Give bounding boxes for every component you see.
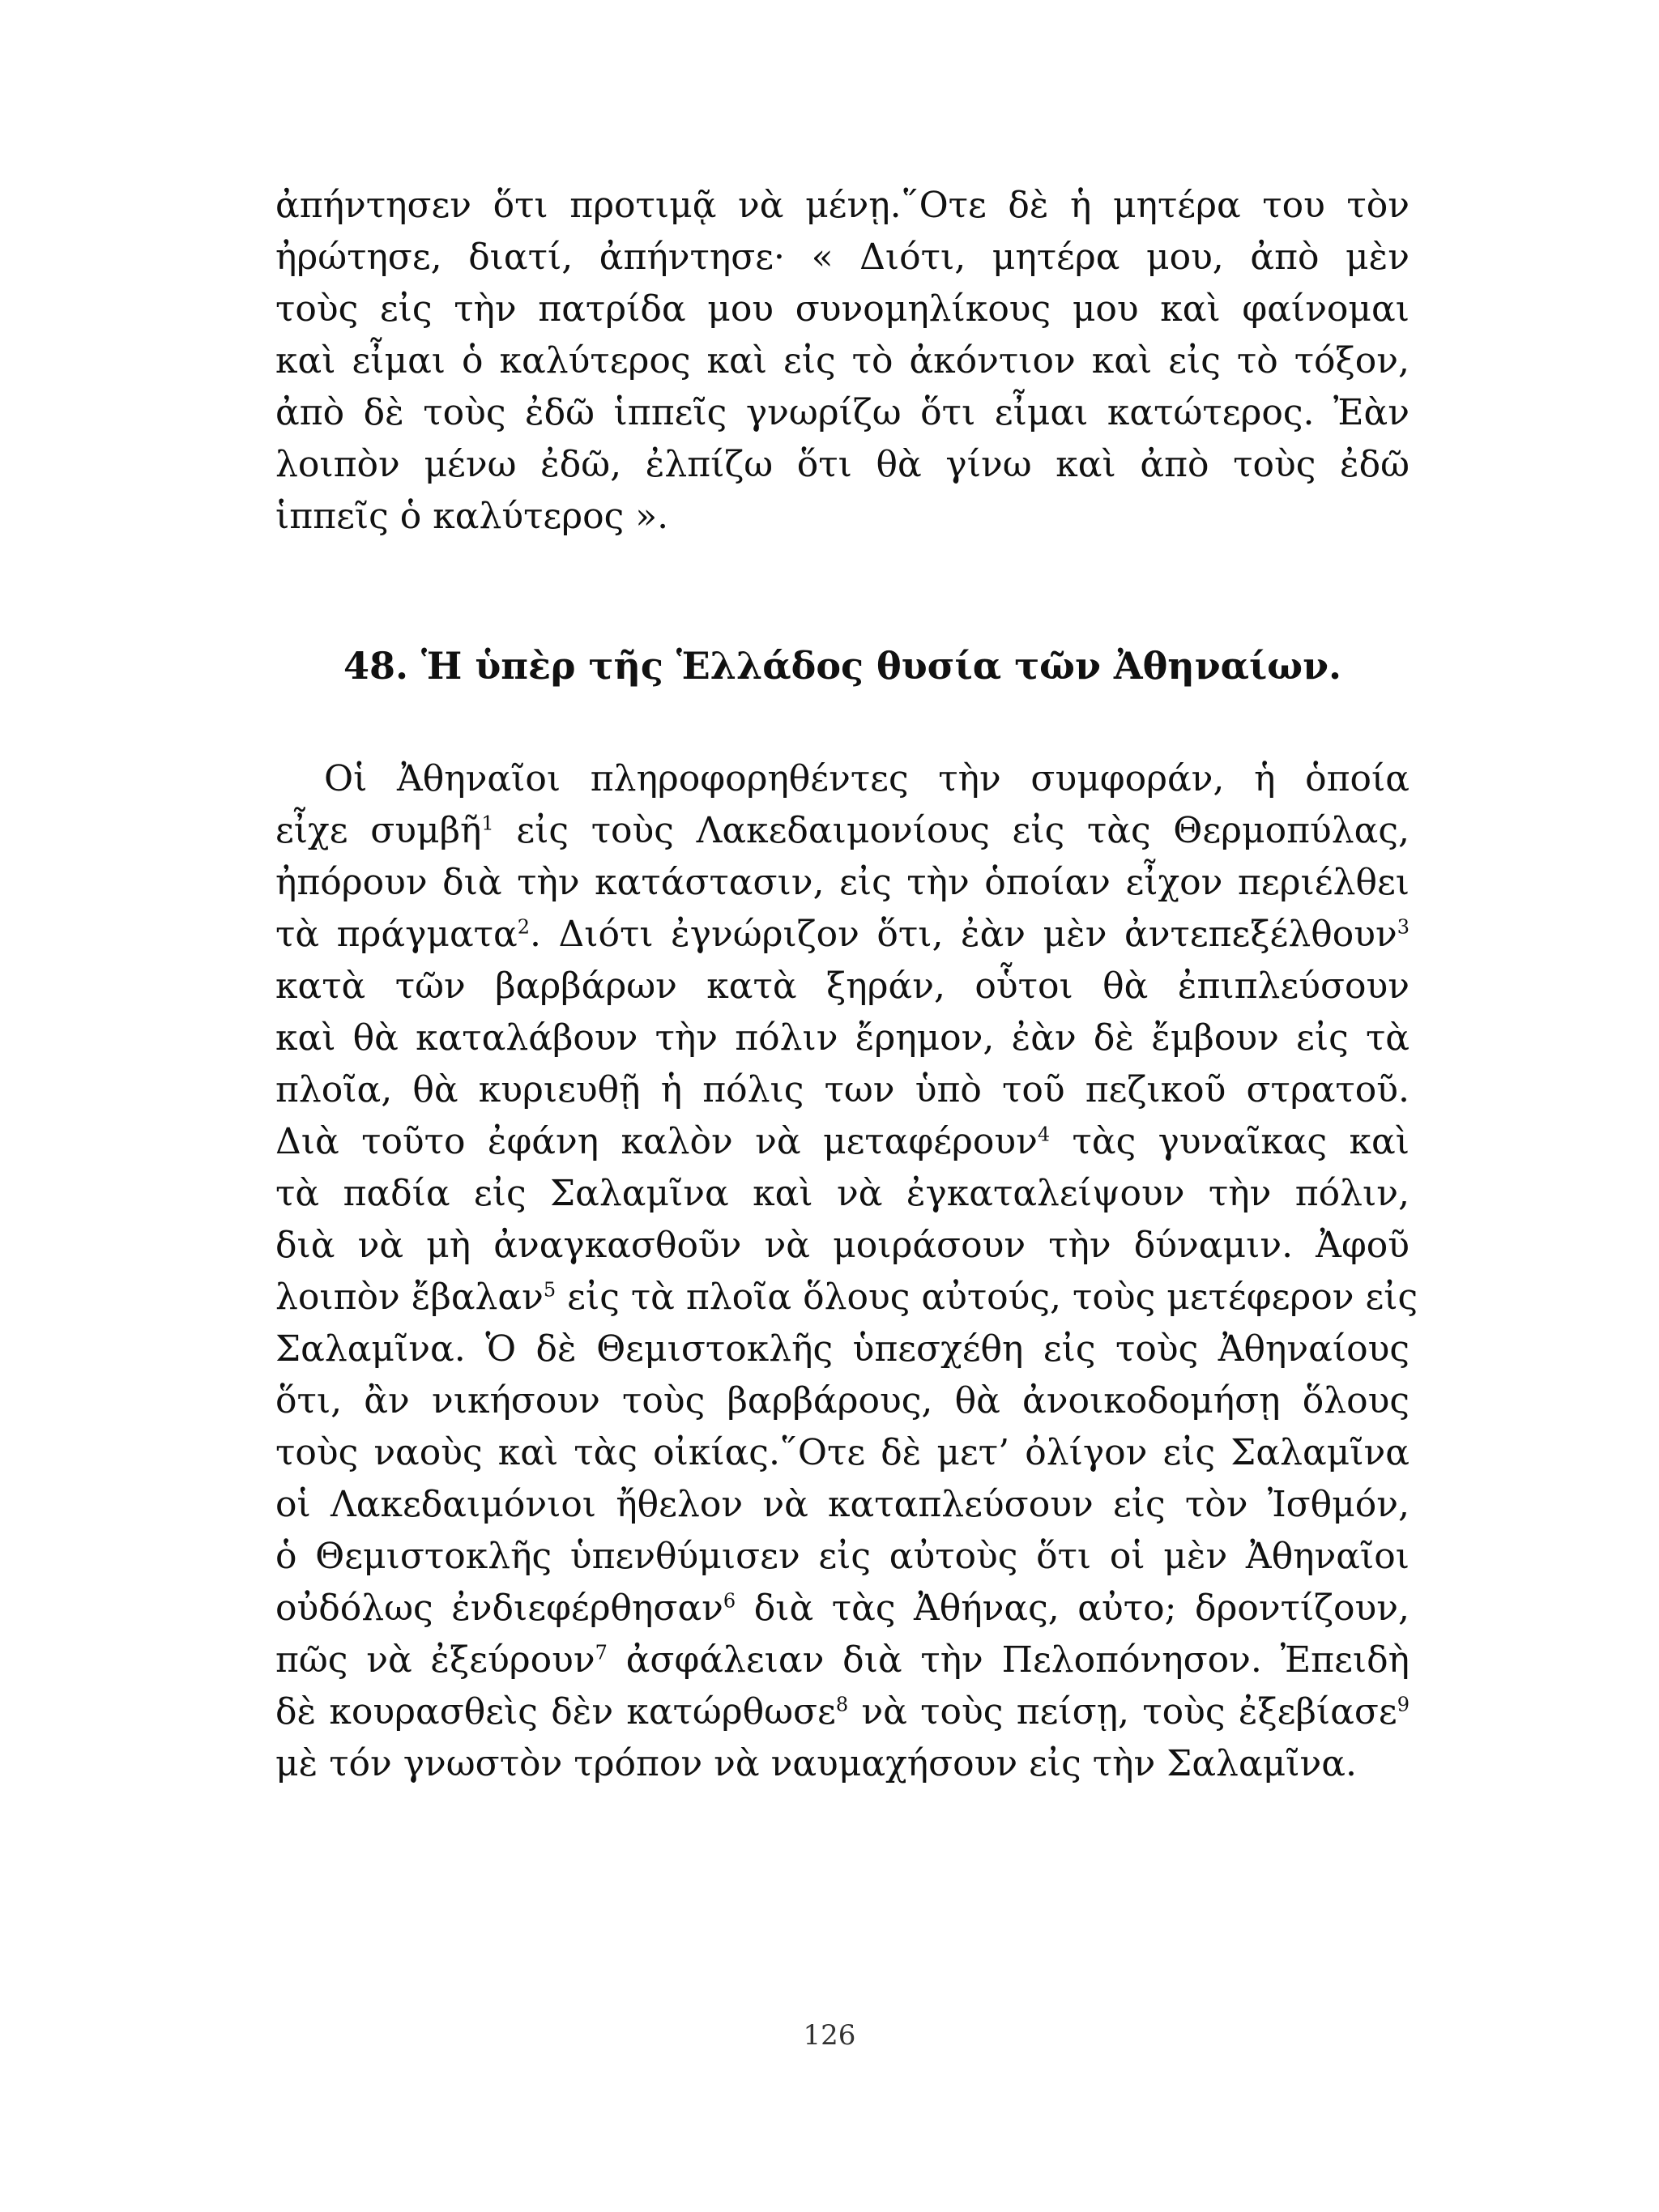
footnote-marker: 6 — [723, 1589, 736, 1613]
text-line: ἀπὸ δὲ τοὺς ἐδῶ ἱππεῖς γνωρίζω ὅτι εἶμαι κατώτερος. Ἐὰν — [275, 392, 1410, 433]
text-line: λοιπὸν μένω ἐδῶ, ἐλπίζω ὅτι θὰ γίνω καὶ ἀπὸ τοὺς ἐδῶ — [275, 444, 1410, 485]
footnote-marker: 1 — [481, 812, 494, 835]
text-line: ὅτι, ἂν νικήσουν τοὺς βαρβάρους, θὰ ἀνοικοδομήσῃ ὅλους — [275, 1380, 1410, 1421]
paragraph-continued — [275, 180, 1410, 543]
text-line: ἀπήντησεν ὅτι προτιμᾷ νὰ μένῃ.῞Οτε δὲ ἡ μητέρα του τὸν — [275, 185, 1410, 226]
text-line: ἱππεῖς ὁ καλύτερος ». — [275, 496, 669, 537]
paragraph-main — [275, 753, 1418, 1790]
text-line: καὶ εἶμαι ὁ καλύτερος καὶ εἰς τὸ ἀκόντιον καὶ εἰς τὸ τόξον, — [275, 340, 1410, 381]
text-line: οὐδόλως ἐνδιεφέρθησαν$^6$ διὰ τὰς Ἀθήνας, αὐτο; δροντίζουν, — [275, 1588, 1410, 1629]
text-line: οἱ Λακεδαιμόνιοι ἤθελον νὰ καταπλεύσουν εἰς τὸν Ἰσθμόν, — [275, 1484, 1410, 1525]
footnote-marker: 9 — [1397, 1693, 1410, 1716]
text-line: εἶχε συμβῆ$^1$ εἰς τοὺς Λακεδαιμονίους εἰς τὰς Θερμοπύλας, — [275, 810, 1410, 851]
text-line: τοὺς εἰς τὴν πατρίδα μου συνομηλίκους μου καὶ φαίνομαι — [275, 288, 1410, 330]
text-line: διὰ νὰ μὴ ἀναγκασθοῦν νὰ μοιράσουν τὴν δύναμιν. Ἀφοῦ — [275, 1225, 1410, 1266]
footnote-marker: 7 — [595, 1641, 608, 1664]
text-line: ἠπόρουν διὰ τὴν κατάστασιν, εἰς τὴν ὁποίαν εἶχον περιέλθει — [275, 862, 1410, 903]
text-line: κατὰ τῶν βαρβάρων κατὰ ξηράν, οὗτοι θὰ ἐπιπλεύσουν — [275, 965, 1410, 1007]
section-heading: 48. Ἡ ὑπὲρ τῆς Ἑλλάδος θυσία τῶν Ἀθηναίων. — [343, 644, 1342, 688]
text-line: τὰ παδία εἰς Σαλαμῖνα καὶ νὰ ἐγκαταλείψουν τὴν πόλιν, — [275, 1173, 1410, 1214]
text-line: Σαλαμῖνα. Ὁ δὲ Θεμιστοκλῆς ὑπεσχέθη εἰς τοὺς Ἀθηναίους — [275, 1328, 1410, 1370]
text-line: πῶς νὰ ἐξεύρουν$^7$ ἀσφάλειαν διὰ τὴν Πελοπόνησον. Ἐπειδὴ — [275, 1639, 1410, 1681]
text-line: Οἱ Ἀθηναῖοι πληροφορηθέντες τὴν συμφοράν, ἡ ὁποία — [324, 758, 1410, 799]
text-line: λοιπὸν ἔβαλαν$^5$ εἰς τὰ πλοῖα ὅλους αὐτούς, τοὺς μετέφερον εἰς — [275, 1276, 1418, 1318]
footnote-marker: 3 — [1397, 915, 1410, 939]
text-line: τοὺς ναοὺς καὶ τὰς οἰκίας.῞Οτε δὲ μετ’ ὀλίγον εἰς Σαλαμῖνα — [275, 1432, 1410, 1473]
footnote-marker: 8 — [835, 1693, 849, 1716]
text-line: μὲ τόν γνωστὸν τρόπον νὰ ναυμαχήσουν εἰς τὴν Σαλαμῖνα. — [275, 1743, 1357, 1784]
text-line: Διὰ τοῦτο ἐφάνη καλὸν νὰ μεταφέρουν$^4$ τὰς γυναῖκας καὶ — [275, 1121, 1410, 1162]
text-line: τὰ πράγματα$^2$. Διότι ἐγνώριζον ὅτι, ἐὰν μὲν ἀντεπεξέλθουν$^3$ — [275, 914, 1410, 955]
text-line: καὶ θὰ καταλάβουν τὴν πόλιν ἔρημον, ἐὰν δὲ ἔμβουν εἰς τὰ — [275, 1017, 1410, 1059]
text-line: δὲ κουρασθεὶς δὲν κατώρθωσε$^8$ νὰ τοὺς πείσῃ, τοὺς ἐξεβίασε$^9$ — [275, 1691, 1410, 1733]
page-number: 126 — [803, 2019, 856, 2052]
text-line: πλοῖα, θὰ κυριευθῇ ἡ πόλις των ὑπὸ τοῦ πεζικοῦ στρατοῦ. — [275, 1069, 1410, 1110]
footnote-marker: 2 — [517, 915, 531, 939]
text-line: ἠρώτησε, διατί, ἀπήντησε· « Διότι, μητέρα μου, ἀπὸ μὲν — [275, 237, 1410, 278]
footnote-marker: 5 — [543, 1278, 557, 1302]
text-line: ὁ Θεμιστοκλῆς ὑπενθύμισεν εἰς αὐτοὺς ὅτι οἱ μὲν Ἀθηναῖοι — [275, 1536, 1410, 1577]
footnote-marker: 4 — [1037, 1123, 1051, 1146]
